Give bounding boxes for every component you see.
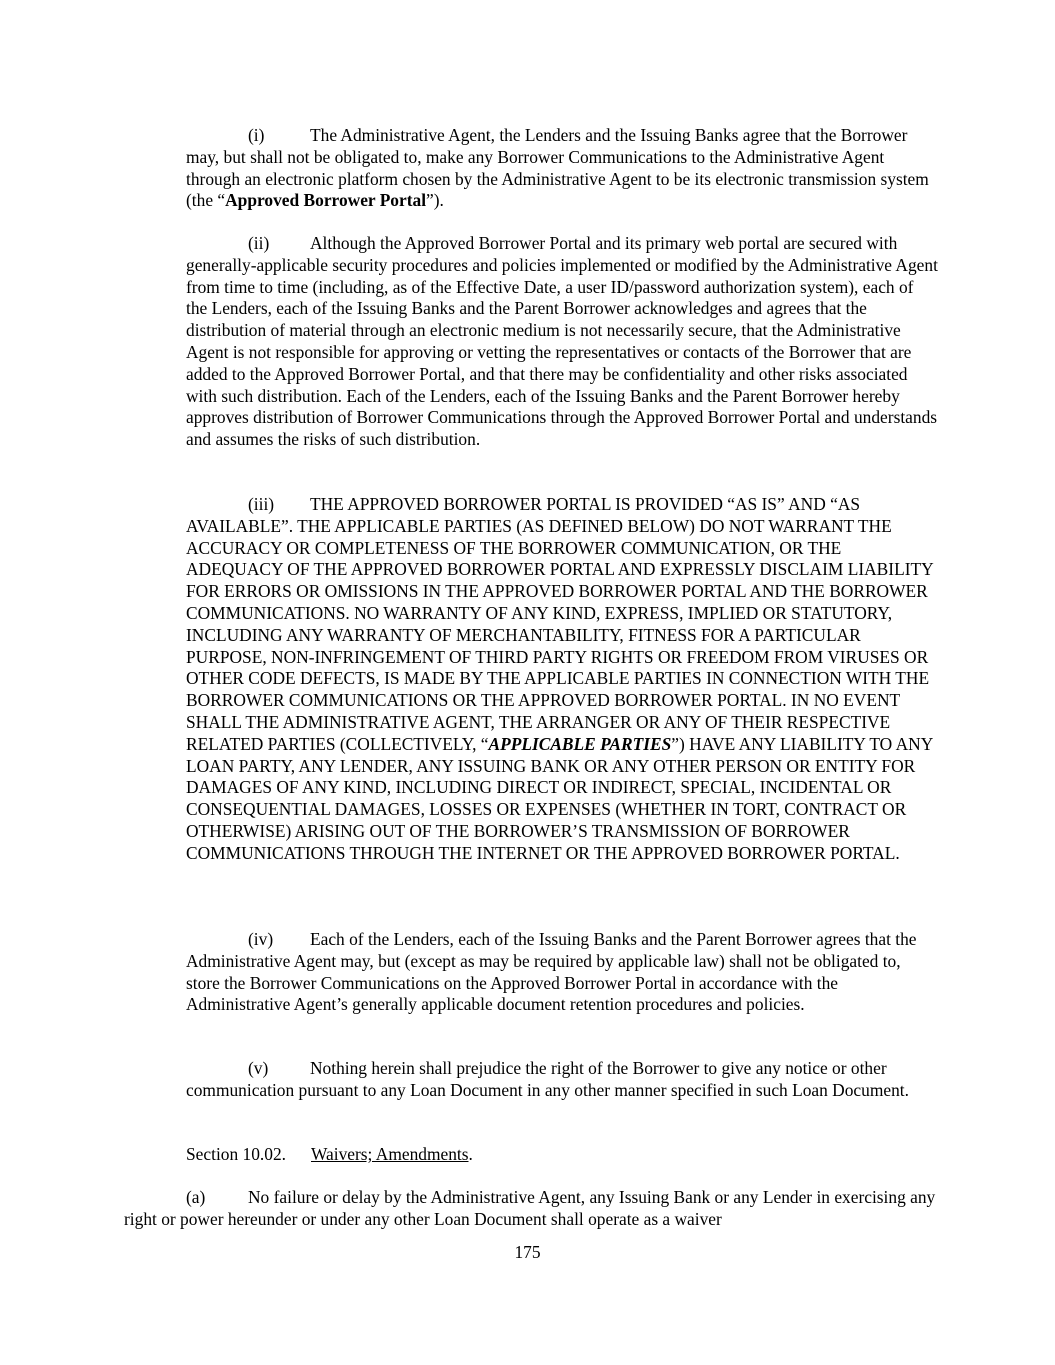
paragraph-text: ”).	[426, 190, 444, 211]
section-title: Waivers; Amendments	[311, 1144, 469, 1164]
paragraph-number: (i)	[248, 125, 265, 145]
paragraph-number: (iv)	[248, 929, 274, 949]
section-period: .	[468, 1144, 473, 1164]
paragraph-text: Nothing herein shall prejudice the right of the Borrower to give any notice or other communication pursuant to any Loan Document in any other manner specified in such Loan Document.	[186, 1058, 909, 1100]
paragraph-iv	[186, 929, 938, 1016]
page-number: 175	[514, 1242, 541, 1262]
paragraph-ii	[186, 233, 938, 451]
paragraph-text: No failure or delay by the Administrative Agent, any Issuing Bank or any Lender in exercising any right or power hereunder or under any other Loan Document shall operate as a waiver	[124, 1187, 936, 1229]
paragraph-text: The Administrative Agent, the Lenders and the Issuing Banks agree that the Borrower may, but shall not be obligated to, make any Borrower Communications to the Administrative Agent through an electronic platform chosen by the Administrative Agent to be its electronic transmission system (the “	[186, 125, 929, 211]
paragraph-i	[186, 125, 938, 212]
defined-term: APPLICABLE PARTIES	[488, 733, 672, 754]
paragraph-a	[124, 1187, 938, 1231]
paragraph-text: Although the Approved Borrower Portal and its primary web portal are secured with generally-applicable security procedures and policies implemented or modified by the Administrative Agent from time to time (including, as of the Effective Date, a user ID/password authorization system), each of the Lenders, each of the Issuing Banks and the Parent Borrower acknowledges and agrees that the distribution of material through an electronic medium is not necessarily secure, that the Administrative Agent is not responsible for approving or vetting the representatives or contacts of the Borrower that are added to the Approved Borrower Portal, and that there may be confidentiality and other risks associated with such distribution. Each of the Lenders, each of the Issuing Banks and the Parent Borrower hereby approves distribution of Borrower Communications through the Approved Borrower Portal and understands and assumes the risks of such distribution.	[186, 233, 938, 450]
paragraph-text: Each of the Lenders, each of the Issuing Banks and the Parent Borrower agrees that the Administrative Agent may, but (except as may be required by applicable law) shall not be obligated to, store the Borrower Communications on the Approved Borrower Portal in accordance with the Administrative Agent’s generally applicable document retention procedures and policies.	[186, 929, 917, 1015]
defined-term: Approved Borrower Portal	[225, 190, 427, 211]
paragraph-iii	[186, 494, 938, 865]
paragraph-number: (v)	[248, 1058, 269, 1078]
section-heading	[186, 1144, 473, 1166]
section-number: Section 10.02.	[186, 1144, 286, 1164]
paragraph-number: (ii)	[248, 233, 270, 253]
paragraph-text: ”) HAVE ANY LIABILITY TO ANY LOAN PARTY, ANY LENDER, ANY ISSUING BANK OR ANY OTHER PERSON OR ENTITY FOR DAMAGES OF ANY KIND, INCLUDING DIRECT OR INDIRECT, SPECIAL, INCIDENTAL OR CONSEQUENTIAL DAMAGES, LOSSES OR EXPENSES (WHETHER IN TORT, CONTRACT OR OTHERWISE) ARISING OUT OF THE BORROWER’S TRANSMISSION OF BORROWER COMMUNICATIONS THROUGH THE INTERNET OR THE APPROVED BORROWER PORTAL.	[186, 733, 933, 863]
paragraph-text: THE APPROVED BORROWER PORTAL IS PROVIDED “AS IS” AND “AS AVAILABLE”. THE APPLICABLE PARTIES (AS DEFINED BELOW) DO NOT WARRANT THE ACCURACY OR COMPLETENESS OF THE BORROWER COMMUNICATION, OR THE ADEQUACY OF THE APPROVED BORROWER PORTAL AND EXPRESSLY DISCLAIM LIABILITY FOR ERRORS OR OMISSIONS IN THE APPROVED BORROWER PORTAL AND THE BORROWER COMMUNICATIONS. NO WARRANTY OF ANY KIND, EXPRESS, IMPLIED OR STATUTORY, INCLUDING ANY WARRANTY OF MERCHANTABILITY, FITNESS FOR A PARTICULAR PURPOSE, NON-INFRINGEMENT OF THIRD PARTY RIGHTS OR FREEDOM FROM VIRUSES OR OTHER CODE DEFECTS, IS MADE BY THE APPLICABLE PARTIES IN CONNECTION WITH THE BORROWER COMMUNICATIONS OR THE APPROVED BORROWER PORTAL. IN NO EVENT SHALL THE ADMINISTRATIVE AGENT, THE ARRANGER OR ANY OF THEIR RESPECTIVE RELATED PARTIES (COLLECTIVELY, “	[186, 494, 934, 754]
paragraph-v	[186, 1058, 938, 1102]
paragraph-number: (iii)	[248, 494, 275, 514]
paragraph-number: (a)	[186, 1187, 206, 1207]
